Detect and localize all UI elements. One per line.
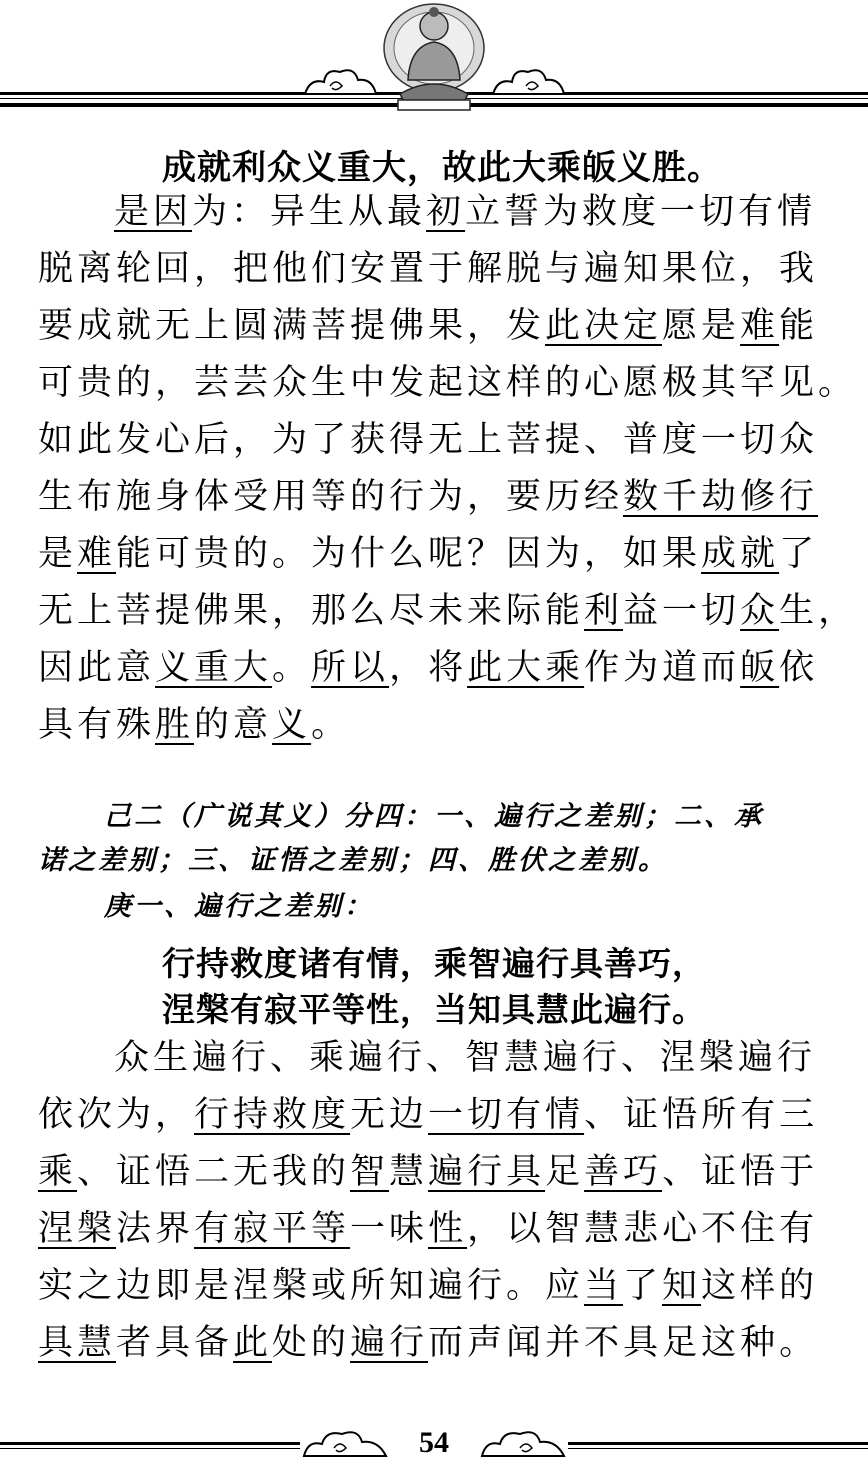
underlined-phrase: 利 [584, 591, 624, 631]
cloud-ornament-left [300, 60, 380, 100]
underlined-phrase: 一切有情 [428, 1095, 585, 1135]
underlined-phrase: 涅槃 [38, 1209, 117, 1249]
text-run: 处的 [272, 1323, 351, 1363]
text-line [38, 1258, 828, 1315]
text-line [38, 298, 828, 355]
underlined-phrase: 遍行 [350, 1323, 429, 1363]
underlined-phrase: 所以 [311, 648, 390, 688]
text-run: 依 [779, 648, 819, 688]
underlined-phrase: 难 [740, 306, 780, 346]
text-run: 具有殊 [38, 705, 156, 745]
page-number: 54 [419, 1426, 449, 1459]
underlined-phrase: 义 [272, 705, 312, 745]
underlined-phrase: 具慧 [38, 1323, 117, 1363]
underlined-phrase: 义重大 [155, 648, 273, 688]
text-run: 了 [779, 534, 819, 574]
text-run: 的意 [194, 705, 273, 745]
text-run: 能可贵的。为什么呢？因为，如果 [116, 534, 702, 574]
underlined-phrase: 此 [233, 1323, 273, 1363]
text-run: 、证悟所有三 [584, 1095, 819, 1135]
underlined-phrase: 数千劫修行 [623, 477, 819, 517]
buddha-icon [380, 2, 488, 112]
text-run: 立誓为救度一切有情 [465, 192, 817, 232]
header-ornament [0, 0, 868, 120]
footer-rule-left [0, 1442, 300, 1445]
text-run: 依次为， [38, 1095, 195, 1135]
footer-rule-left-thin [0, 1448, 300, 1449]
underlined-phrase: 知 [662, 1266, 702, 1306]
text-run: 众生遍行、乘遍行、智慧遍行、涅槃遍行 [114, 1038, 817, 1078]
text-line [38, 1087, 828, 1144]
text-run: 、证悟于 [662, 1152, 819, 1192]
outline-heading-line-1: 己二（广说其义）分四：一、遍行之差别；二、承 [104, 801, 764, 832]
verse-line-1: 行持救度诸有情，乘智遍行具善巧， [162, 944, 706, 983]
text-run: 一味 [350, 1209, 429, 1249]
underlined-phrase: 皈 [740, 648, 780, 688]
text-line [38, 583, 858, 640]
text-run: 要成就无上圆满菩提佛果，发 [38, 306, 546, 346]
text-line [38, 412, 828, 469]
cloud-ornament-right [488, 60, 568, 100]
cloud-ornament-footer-left [300, 1426, 390, 1460]
text-run: 这样的 [701, 1266, 819, 1306]
underlined-phrase: 胜 [155, 705, 195, 745]
text-run: 是 [38, 534, 78, 574]
section-heading: 庚一、遍行之差别： [104, 891, 374, 922]
text-run: 、证悟二无我的 [77, 1152, 351, 1192]
text-run: 法界 [116, 1209, 195, 1249]
footer-rule-right-thin [568, 1448, 868, 1449]
commentary-paragraph-1 [38, 184, 858, 754]
text-line [38, 697, 828, 754]
cloud-ornament-footer-right [478, 1426, 568, 1460]
footer-rule-right [568, 1442, 868, 1445]
underlined-phrase: 性 [428, 1209, 468, 1249]
commentary-paragraph-2 [38, 1030, 828, 1372]
underlined-phrase: 初 [426, 192, 466, 232]
text-line [38, 1144, 828, 1201]
underlined-phrase: 遍行具 [428, 1152, 546, 1192]
text-run: 。 [272, 648, 312, 688]
text-line [38, 526, 828, 583]
underlined-phrase: 众 [740, 591, 780, 631]
underlined-phrase: 难 [77, 534, 117, 574]
text-line [38, 241, 828, 298]
outline-heading-line-2: 诺之差别；三、证悟之差别；四、胜伏之差别。 [38, 845, 668, 876]
text-run: 而声闻并不具足这种。 [428, 1323, 819, 1363]
text-run: 生， [779, 591, 858, 631]
text-run: 脱离轮回，把他们安置于解脱与遍知果位，我 [38, 249, 819, 289]
underlined-phrase: 有寂平等 [194, 1209, 351, 1249]
text-run: 无边 [350, 1095, 429, 1135]
text-run: 能 [779, 306, 819, 346]
text-run: ，将 [389, 648, 468, 688]
text-line [38, 469, 828, 526]
text-line [38, 184, 828, 241]
text-line [38, 355, 858, 412]
underlined-phrase: 乘 [38, 1152, 78, 1192]
underlined-phrase: 善巧 [584, 1152, 663, 1192]
text-run: 者具备 [116, 1323, 234, 1363]
text-run: 因此意 [38, 648, 156, 688]
text-run: 实之边即是涅槃或所知遍行。应 [38, 1266, 585, 1306]
text-line [38, 1030, 828, 1087]
underlined-phrase: 是因 [114, 192, 193, 232]
text-run: 如此发心后，为了获得无上菩提、普度一切众 [38, 420, 819, 460]
text-run: 益一切 [623, 591, 741, 631]
underlined-phrase: 智 [350, 1152, 390, 1192]
underlined-phrase: 行持救度 [194, 1095, 351, 1135]
text-run: 了 [623, 1266, 663, 1306]
text-run: 足 [545, 1152, 585, 1192]
text-run: 。 [311, 705, 351, 745]
text-run: 无上菩提佛果，那么尽未来际能 [38, 591, 585, 631]
text-line [38, 1315, 828, 1372]
text-run: 愿是 [662, 306, 741, 346]
verse-line-2: 涅槃有寂平等性，当知具慧此遍行。 [162, 990, 706, 1029]
text-line [38, 1201, 828, 1258]
text-run: 作为道而 [584, 648, 741, 688]
verse-line: 成就利众义重大，故此大乘皈义胜。 [162, 148, 722, 188]
text-run: ，以智慧悲心不住有 [467, 1209, 819, 1249]
text-run: 为：异生从最 [192, 192, 427, 232]
text-run: 可贵的，芸芸众生中发起这样的心愿极其罕见。 [38, 363, 858, 403]
underlined-phrase: 当 [584, 1266, 624, 1306]
underlined-phrase: 成就 [701, 534, 780, 574]
text-line [38, 640, 828, 697]
text-run: 生布施身体受用等的行为，要历经 [38, 477, 624, 517]
text-run: 慧 [389, 1152, 429, 1192]
underlined-phrase: 此大乘 [467, 648, 585, 688]
underlined-phrase: 此决定 [545, 306, 663, 346]
